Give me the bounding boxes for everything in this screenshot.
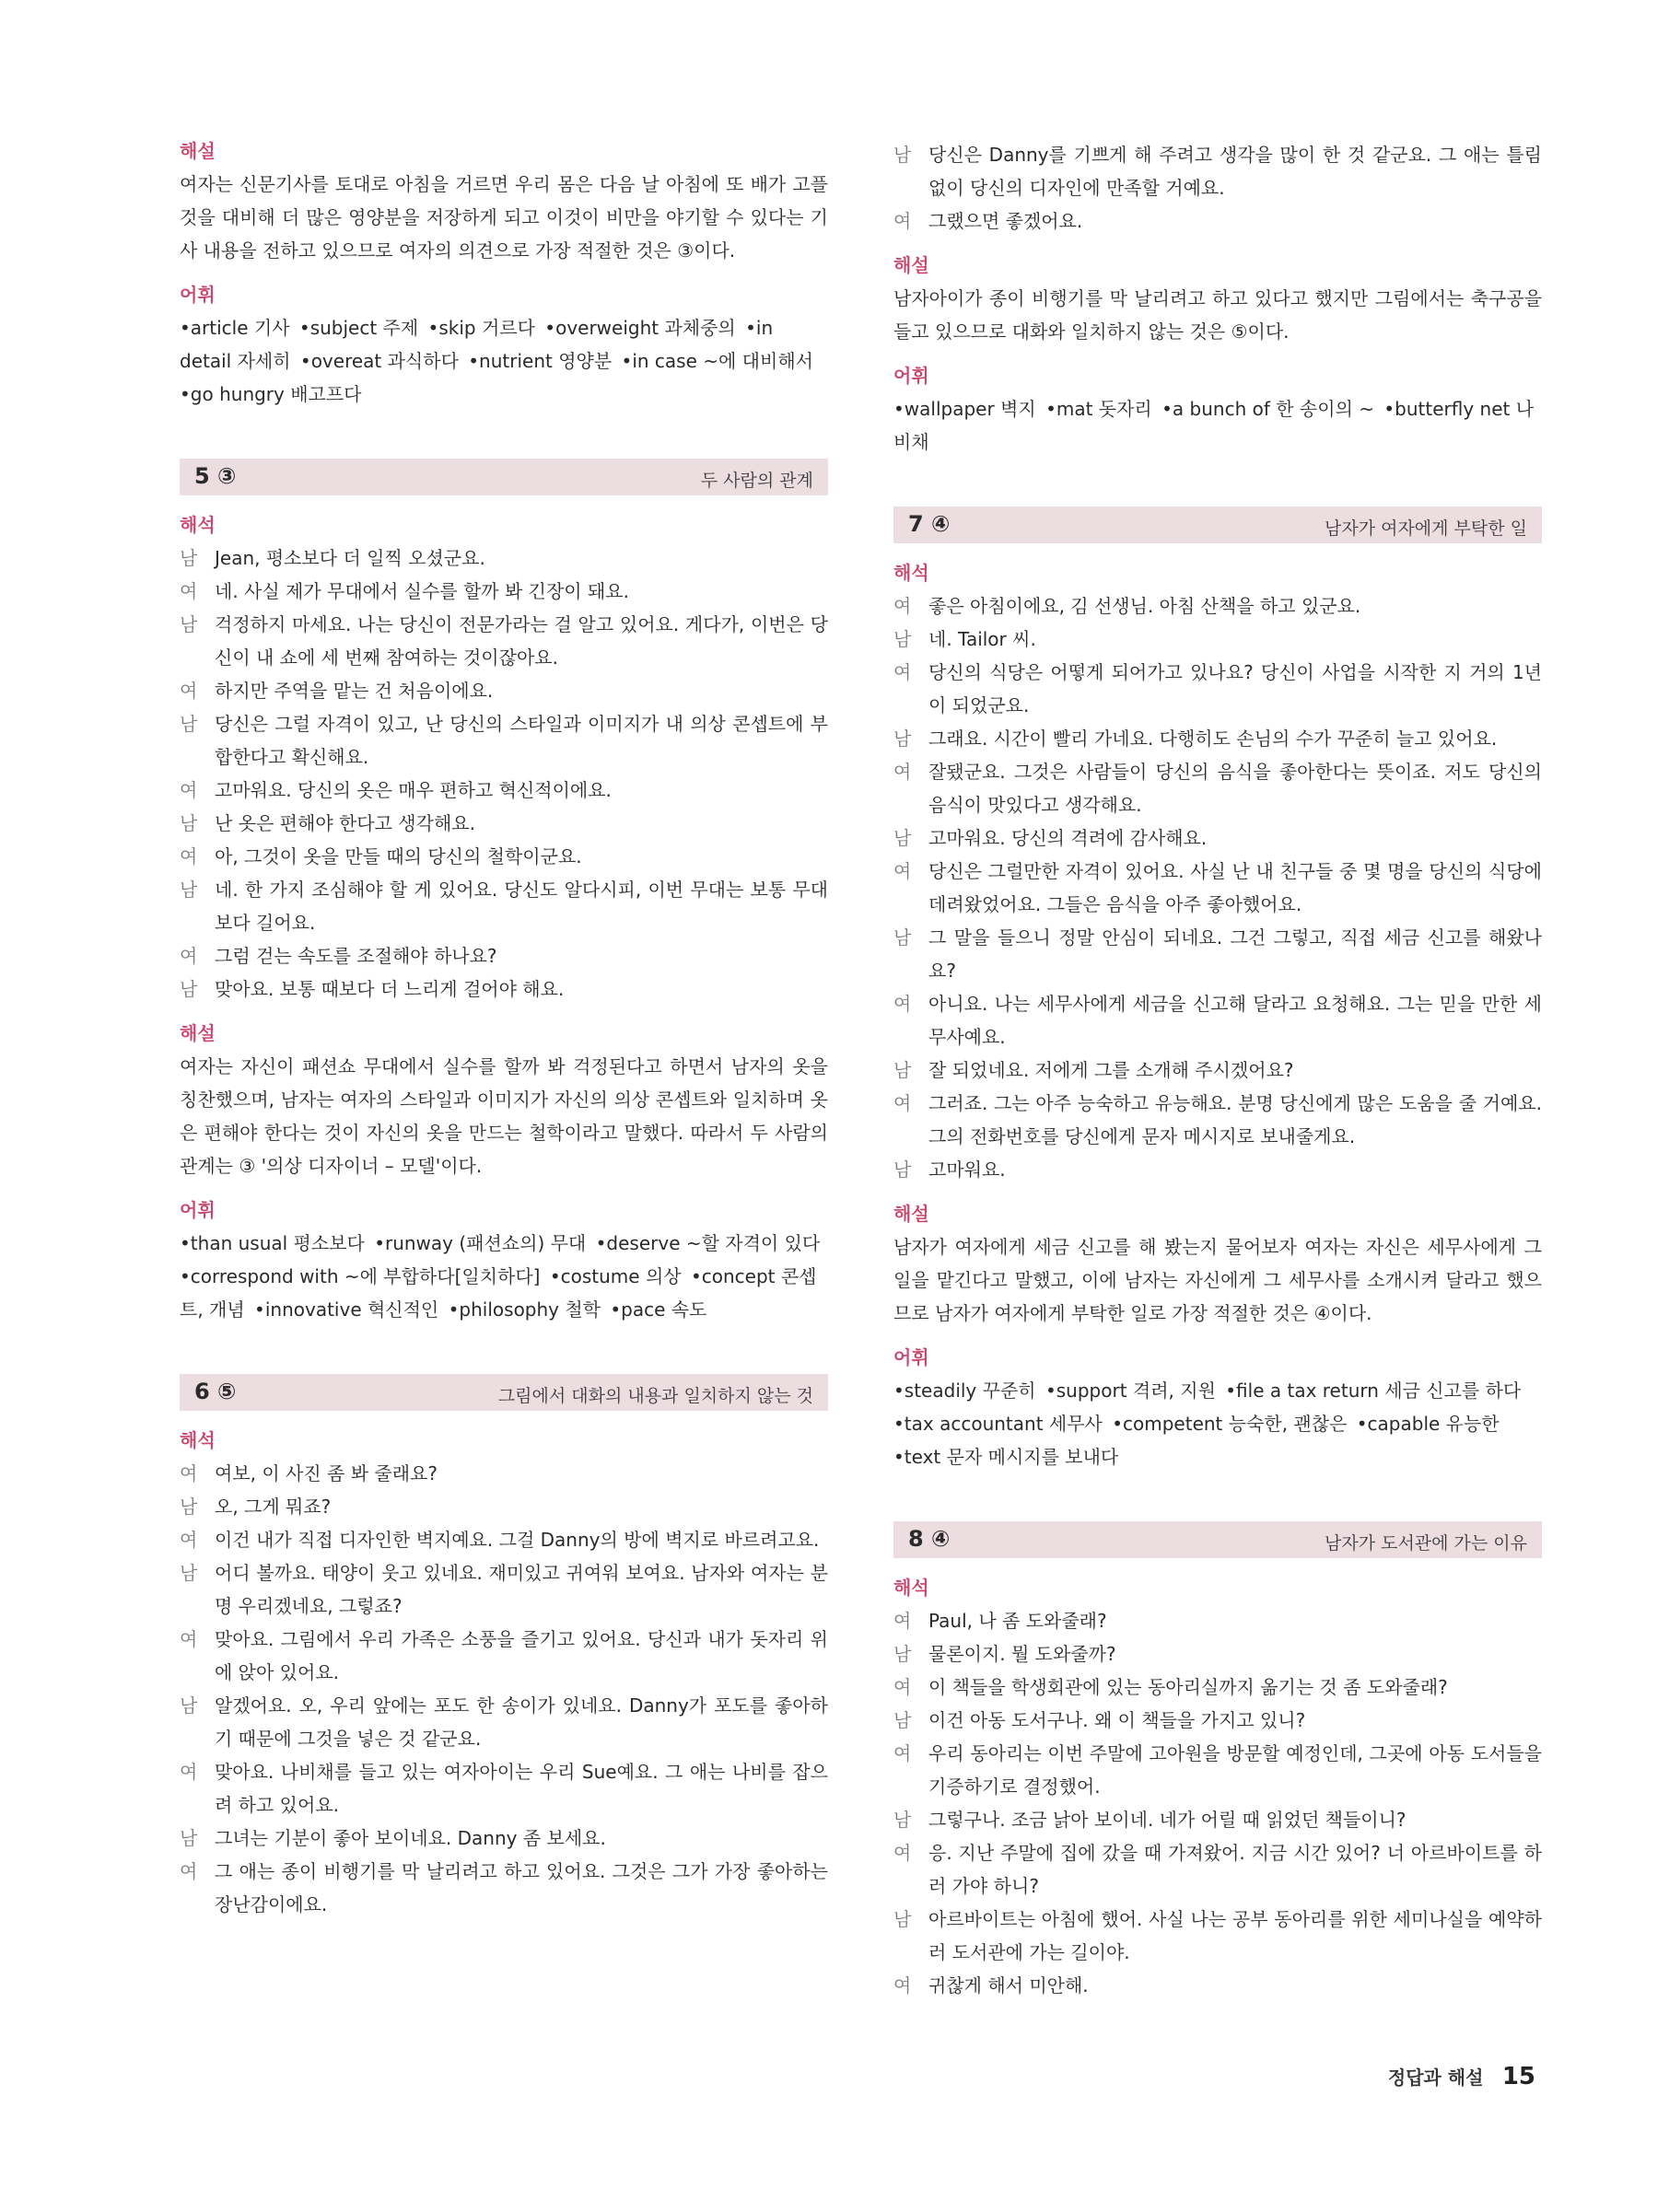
speaker-tag: 여 xyxy=(893,1742,912,1764)
dialogue-line xyxy=(180,774,828,807)
question-number: 5 ③ xyxy=(194,463,237,489)
dialogue-line xyxy=(893,855,1542,921)
dialogue-line xyxy=(180,1689,828,1755)
dialogue-text: 좋은 아침이에요, 김 선생님. 아침 산책을 하고 있군요. xyxy=(928,595,1361,617)
dialogue-line xyxy=(180,972,828,1006)
vocab-item: •file a tax return 세금 신고를 하다 xyxy=(1225,1380,1522,1402)
speaker-tag: 남 xyxy=(893,827,912,849)
vocab-label: 어휘 xyxy=(893,1346,929,1368)
dialogue-text: Jean, 평소보다 더 일찍 오셨군요. xyxy=(215,547,485,569)
dialogue-text: 당신의 식당은 어떻게 되어가고 있나요? 당신이 사업을 시작한 지 거의 1년이 되었군요. xyxy=(928,661,1542,716)
speaker-tag: 여 xyxy=(893,860,912,882)
speaker-tag: 여 xyxy=(893,1676,912,1698)
dialogue-line xyxy=(893,1604,1542,1637)
dialogue-line xyxy=(180,1855,828,1921)
q5-vocab xyxy=(180,1227,828,1326)
q7-header xyxy=(893,506,1542,543)
dialogue-text: 맞아요. 그림에서 우리 가족은 소풍을 즐기고 있어요. 당신과 내가 돗자리 위에 앉아 있어요. xyxy=(215,1628,828,1683)
dialogue-text: 걱정하지 마세요. 나는 당신이 전문가라는 걸 알고 있어요. 게다가, 이번은 당신이 내 쇼에 세 번째 참여하는 것이잖아요. xyxy=(215,613,828,669)
dialogue-line xyxy=(180,1755,828,1822)
dialogue-line xyxy=(180,608,828,674)
dialogue-line xyxy=(893,1637,1542,1671)
speaker-tag: 여 xyxy=(893,210,912,232)
speaker-tag: 남 xyxy=(893,1643,912,1665)
speaker-tag: 남 xyxy=(893,926,912,949)
dialogue-text: 네. Tailor 씨. xyxy=(928,628,1036,650)
q8-dialogue xyxy=(893,1604,1542,2002)
q6-vocab xyxy=(893,392,1542,459)
dialogue-line xyxy=(180,674,828,707)
vocab-item: •steadily 꾸준히 xyxy=(893,1380,1036,1402)
left-column xyxy=(180,138,828,1921)
dialogue-text: 당신은 그럴만한 자격이 있어요. 사실 난 내 친구들 중 몇 명을 당신의 식당에 데려왔었어요. 그들은 음식을 아주 좋아했어요. xyxy=(928,860,1542,915)
dialogue-line xyxy=(893,755,1542,821)
vocab-item: •than usual 평소보다 xyxy=(180,1232,365,1254)
q5-dialogue xyxy=(180,541,828,1006)
dialogue-line xyxy=(180,575,828,608)
vocab-item: •overweight 과체중의 xyxy=(544,317,736,339)
page-footer xyxy=(1388,2063,1535,2090)
dialogue-line xyxy=(180,1822,828,1855)
dialogue-text: 맞아요. 보통 때보다 더 느리게 걸어야 해요. xyxy=(215,978,565,1000)
q6-dialogue-continued xyxy=(893,138,1542,238)
question-number: 7 ④ xyxy=(908,511,951,537)
question-title: 그림에서 대화의 내용과 일치하지 않는 것 xyxy=(497,1386,813,1406)
speaker-tag: 여 xyxy=(180,779,198,801)
q6-explanation: 남자아이가 종이 비행기를 막 날리려고 하고 있다고 했지만 그림에서는 축구공을 들고 있으므로 대화와 일치하지 않는 것은 ⑤이다. xyxy=(893,287,1542,343)
q7-vocab xyxy=(893,1374,1542,1473)
dialogue-line xyxy=(893,1054,1542,1087)
dialogue-text: 하지만 주역을 맡는 건 처음이에요. xyxy=(215,680,494,702)
question-title: 두 사람의 관계 xyxy=(700,471,813,491)
q7-explanation: 남자가 여자에게 세금 신고를 해 봤는지 물어보자 여자는 자신은 세무사에게 그 일을 맡긴다고 말했고, 이에 남자는 자신에게 그 세무사를 소개시켜 달라고 했으므로 남자가 여자에게 부탁한 일로 가장 적절한 것은 ④이다. xyxy=(893,1236,1542,1324)
dialogue-line xyxy=(180,1523,828,1556)
dialogue-text: 그녀는 기분이 좋아 보이네요. Danny 좀 보세요. xyxy=(215,1827,606,1849)
dialogue-text: 네. 사실 제가 무대에서 실수를 할까 봐 긴장이 돼요. xyxy=(215,580,629,602)
dialogue-line xyxy=(893,204,1542,238)
explanation-label: 해설 xyxy=(180,140,216,162)
speaker-tag: 여 xyxy=(180,1628,198,1650)
dialogue-text: 여보, 이 사진 좀 봐 줄래요? xyxy=(215,1462,438,1484)
vocab-item: •innovative 혁신적인 xyxy=(254,1298,439,1321)
speaker-tag: 남 xyxy=(180,879,198,901)
dialogue-text: 물론이지. 뭘 도와줄까? xyxy=(928,1643,1116,1665)
dialogue-line xyxy=(180,1556,828,1623)
question-number: 8 ④ xyxy=(908,1526,951,1552)
dialogue-text: 그 말을 들으니 정말 안심이 되네요. 그건 그렇고, 직접 세금 신고를 해왔나요? xyxy=(928,926,1542,982)
explanation-label: 해설 xyxy=(893,1203,929,1225)
dialogue-line xyxy=(893,1903,1542,1969)
dialogue-line xyxy=(893,1969,1542,2002)
dialogue-line xyxy=(893,1671,1542,1704)
speaker-tag: 여 xyxy=(180,845,198,867)
speaker-tag: 여 xyxy=(180,1462,198,1484)
dialogue-line xyxy=(893,987,1542,1054)
dialogue-text: Paul, 나 좀 도와줄래? xyxy=(928,1610,1107,1632)
speaker-tag: 남 xyxy=(180,1496,198,1518)
speaker-tag: 여 xyxy=(180,945,198,967)
dialogue-text: 난 옷은 편해야 한다고 생각해요. xyxy=(215,812,475,834)
dialogue-text: 잘됐군요. 그것은 사람들이 당신의 음식을 좋아한다는 뜻이죠. 저도 당신의 음식이 맛있다고 생각해요. xyxy=(928,761,1542,816)
vocab-item: •in case ~에 대비해서 xyxy=(621,350,813,372)
explanation-label: 해설 xyxy=(180,1022,216,1044)
dialogue-text: 그럼 걷는 속도를 조절해야 하나요? xyxy=(215,945,497,967)
dialogue-line xyxy=(893,656,1542,722)
dialogue-text: 고마워요. 당신의 옷은 매우 편하고 혁신적이에요. xyxy=(215,779,612,801)
vocab-item: •runway (패션쇼의) 무대 xyxy=(374,1232,587,1254)
q8-header xyxy=(893,1521,1542,1558)
dialogue-line xyxy=(180,1490,828,1523)
dialogue-line xyxy=(180,1623,828,1689)
dialogue-text: 귀찮게 해서 미안해. xyxy=(928,1974,1089,1997)
dialogue-text: 아, 그것이 옷을 만들 때의 당신의 철학이군요. xyxy=(215,845,582,867)
vocab-item: •concept 콘셉트, 개념 xyxy=(180,1265,817,1321)
vocab-item: •costume 의상 xyxy=(549,1265,682,1287)
vocab-item: •tax accountant 세무사 xyxy=(893,1413,1103,1435)
dialogue-line xyxy=(893,921,1542,987)
vocab-item: •in detail 자세히 xyxy=(180,317,774,372)
dialogue-line xyxy=(893,589,1542,623)
speaker-tag: 남 xyxy=(893,628,912,650)
vocab-item: •deserve ~할 자격이 있다 xyxy=(595,1232,821,1254)
speaker-tag: 여 xyxy=(180,680,198,702)
question-number: 6 ⑤ xyxy=(194,1379,237,1404)
speaker-tag: 여 xyxy=(893,1610,912,1632)
dialogue-line xyxy=(180,807,828,840)
speaker-tag: 남 xyxy=(893,1709,912,1731)
speaker-tag: 남 xyxy=(893,1158,912,1181)
dialogue-line xyxy=(893,1836,1542,1903)
dialogue-text: 당신은 Danny를 기쁘게 해 주려고 생각을 많이 한 것 같군요. 그 애는 틀림없이 당신의 디자인에 만족할 거예요. xyxy=(928,144,1542,199)
vocab-item: •butterfly net 나비채 xyxy=(893,398,1535,453)
speaker-tag: 여 xyxy=(893,1092,912,1114)
speaker-tag: 남 xyxy=(180,1562,198,1584)
dialogue-line xyxy=(180,1457,828,1490)
speaker-tag: 여 xyxy=(893,761,912,783)
dialogue-text: 맞아요. 나비채를 들고 있는 여자아이는 우리 Sue예요. 그 애는 나비를 잡으려 하고 있어요. xyxy=(215,1761,828,1816)
vocab-item: •go hungry 배고프다 xyxy=(180,383,362,405)
q6-dialogue xyxy=(180,1457,828,1921)
speaker-tag: 여 xyxy=(180,1860,198,1882)
dialogue-text: 고마워요. 당신의 격려에 감사해요. xyxy=(928,827,1208,849)
dialogue-text: 그 애는 종이 비행기를 막 날리려고 하고 있어요. 그것은 그가 가장 좋아하는 장난감이에요. xyxy=(215,1860,828,1915)
dialogue-text: 우리 동아리는 이번 주말에 고아원을 방문할 예정인데, 그곳에 아동 도서들을 기증하기로 결정했어. xyxy=(928,1742,1542,1798)
vocab-item: •text 문자 메시지를 보내다 xyxy=(893,1446,1119,1468)
vocab-item: •subject 주제 xyxy=(298,317,419,339)
page-number: 15 xyxy=(1501,2063,1535,2090)
speaker-tag: 남 xyxy=(180,1694,198,1717)
vocab-item: •overeat 과식하다 xyxy=(299,350,459,372)
speaker-tag: 남 xyxy=(893,728,912,750)
vocab-item: •nutrient 영양분 xyxy=(468,350,613,372)
speaker-tag: 여 xyxy=(893,661,912,683)
vocab-item: •skip 거르다 xyxy=(427,317,535,339)
vocab-item: •competent 능숙한, 괜찮은 xyxy=(1112,1413,1348,1435)
dialogue-line xyxy=(180,939,828,972)
dialogue-line xyxy=(180,707,828,774)
dialogue-text: 이건 아동 도서구나. 왜 이 책들을 가지고 있니? xyxy=(928,1709,1306,1731)
speaker-tag: 여 xyxy=(180,1529,198,1551)
translation-label: 해석 xyxy=(893,562,929,584)
vocab-label: 어휘 xyxy=(180,1199,216,1221)
dialogue-text: 당신은 그럴 자격이 있고, 난 당신의 스타일과 이미지가 내 의상 콘셉트에 부합한다고 확신해요. xyxy=(215,713,828,768)
right-column xyxy=(893,138,1542,2002)
speaker-tag: 여 xyxy=(893,993,912,1015)
dialogue-text: 그랬으면 좋겠어요. xyxy=(928,210,1083,232)
vocab-item: •article 기사 xyxy=(180,317,290,339)
speaker-tag: 남 xyxy=(893,1908,912,1930)
dialogue-text: 잘 되었네요. 저에게 그를 소개해 주시겠어요? xyxy=(928,1059,1294,1081)
dialogue-line xyxy=(893,1087,1542,1153)
speaker-tag: 여 xyxy=(180,1761,198,1783)
dialogue-text: 응. 지난 주말에 집에 갔을 때 가져왔어. 지금 시간 있어? 너 아르바이트를 하러 가야 하니? xyxy=(928,1842,1542,1897)
footer-label: 정답과 해설 xyxy=(1387,2066,1484,2089)
vocab-label: 어휘 xyxy=(180,284,216,306)
dialogue-line xyxy=(893,1704,1542,1737)
speaker-tag: 남 xyxy=(180,613,198,635)
translation-label: 해석 xyxy=(180,514,216,536)
vocab-label: 어휘 xyxy=(893,365,929,387)
speaker-tag: 남 xyxy=(180,812,198,834)
translation-label: 해석 xyxy=(893,1577,929,1599)
vocab-item: •philosophy 철학 xyxy=(448,1298,601,1321)
dialogue-text: 그러죠. 그는 아주 능숙하고 유능해요. 분명 당신에게 많은 도움을 줄 거예요. 그의 전화번호를 당신에게 문자 메시지로 보내줄게요. xyxy=(928,1092,1542,1147)
dialogue-text: 아니요. 나는 세무사에게 세금을 신고해 달라고 요청해요. 그는 믿을 만한 세무사예요. xyxy=(928,993,1542,1048)
dialogue-text: 오, 그게 뭐죠? xyxy=(215,1496,332,1518)
dialogue-line xyxy=(893,821,1542,855)
dialogue-text: 고마워요. xyxy=(928,1158,1006,1181)
vocab-item: •wallpaper 벽지 xyxy=(893,398,1036,420)
speaker-tag: 남 xyxy=(180,713,198,735)
dialogue-text: 아르바이트는 아침에 했어. 사실 나는 공부 동아리를 위한 세미나실을 예약하러 도서관에 가는 길이야. xyxy=(928,1908,1542,1963)
dialogue-line xyxy=(893,1737,1542,1803)
explanation-label: 해설 xyxy=(893,254,929,276)
speaker-tag: 남 xyxy=(180,547,198,569)
vocab-item: •mat 돗자리 xyxy=(1045,398,1152,420)
dialogue-text: 그렇구나. 조금 낡아 보이네. 네가 어릴 때 읽었던 책들이니? xyxy=(928,1809,1406,1831)
translation-label: 해석 xyxy=(180,1429,216,1451)
speaker-tag: 남 xyxy=(180,978,198,1000)
q7-dialogue xyxy=(893,589,1542,1186)
dialogue-line xyxy=(180,873,828,939)
speaker-tag: 남 xyxy=(893,1059,912,1081)
speaker-tag: 남 xyxy=(893,1809,912,1831)
q4-vocab xyxy=(180,311,828,411)
speaker-tag: 여 xyxy=(893,595,912,617)
vocab-item: •a bunch of 한 송이의 ~ xyxy=(1161,398,1374,420)
dialogue-line xyxy=(893,1153,1542,1186)
q6-header xyxy=(180,1374,828,1411)
dialogue-line xyxy=(180,840,828,873)
dialogue-line xyxy=(893,623,1542,656)
dialogue-text: 네. 한 가지 조심해야 할 게 있어요. 당신도 알다시피, 이번 무대는 보통 무대보다 길어요. xyxy=(215,879,828,934)
speaker-tag: 여 xyxy=(893,1842,912,1864)
dialogue-line xyxy=(893,1803,1542,1836)
q5-header xyxy=(180,459,828,495)
speaker-tag: 여 xyxy=(180,580,198,602)
speaker-tag: 여 xyxy=(893,1974,912,1997)
dialogue-text: 그래요. 시간이 빨리 가네요. 다행히도 손님의 수가 꾸준히 늘고 있어요. xyxy=(928,728,1498,750)
dialogue-text: 이건 내가 직접 디자인한 벽지예요. 그걸 Danny의 방에 벽지로 바르려고요. xyxy=(215,1529,820,1551)
dialogue-text: 이 책들을 학생회관에 있는 동아리실까지 옮기는 것 좀 도와줄래? xyxy=(928,1676,1448,1698)
q4-explanation: 여자는 신문기사를 토대로 아침을 거르면 우리 몸은 다음 날 아침에 또 배가 고플 것을 대비해 더 많은 영양분을 저장하게 되고 이것이 비만을 야기할 수 있다는 기사 내용을 전하고 있으므로 여자의 의견으로 가장 적절한 것은 ③이다. xyxy=(180,173,828,262)
dialogue-line xyxy=(180,541,828,575)
question-title: 남자가 여자에게 부탁한 일 xyxy=(1324,518,1527,539)
dialogue-line xyxy=(893,138,1542,204)
vocab-item: •correspond with ~에 부합하다[일치하다] xyxy=(180,1265,541,1287)
vocab-item: •pace 속도 xyxy=(610,1298,707,1321)
dialogue-text: 알겠어요. 오, 우리 앞에는 포도 한 송이가 있네요. Danny가 포도를 좋아하기 때문에 그것을 넣은 것 같군요. xyxy=(215,1694,828,1750)
question-title: 남자가 도서관에 가는 이유 xyxy=(1324,1533,1527,1554)
vocab-item: •capable 유능한 xyxy=(1356,1413,1500,1435)
speaker-tag: 남 xyxy=(893,144,912,166)
dialogue-text: 어디 볼까요. 태양이 웃고 있네요. 재미있고 귀여워 보여요. 남자와 여자는 분명 우리겠네요, 그렇죠? xyxy=(215,1562,828,1617)
speaker-tag: 남 xyxy=(180,1827,198,1849)
q5-explanation: 여자는 자신이 패션쇼 무대에서 실수를 할까 봐 걱정된다고 하면서 남자의 옷을 칭찬했으며, 남자는 여자의 스타일과 이미지가 자신의 의상 콘셉트와 일치하며 옷은 편해야 한다는 것이 자신의 옷을 만드는 철학이라고 말했다. 따라서 두 사람의 관계는 ③ '의상 디자이너 – 모델'이다. xyxy=(180,1055,828,1177)
vocab-item: •support 격려, 지원 xyxy=(1045,1380,1216,1402)
dialogue-line xyxy=(893,722,1542,755)
